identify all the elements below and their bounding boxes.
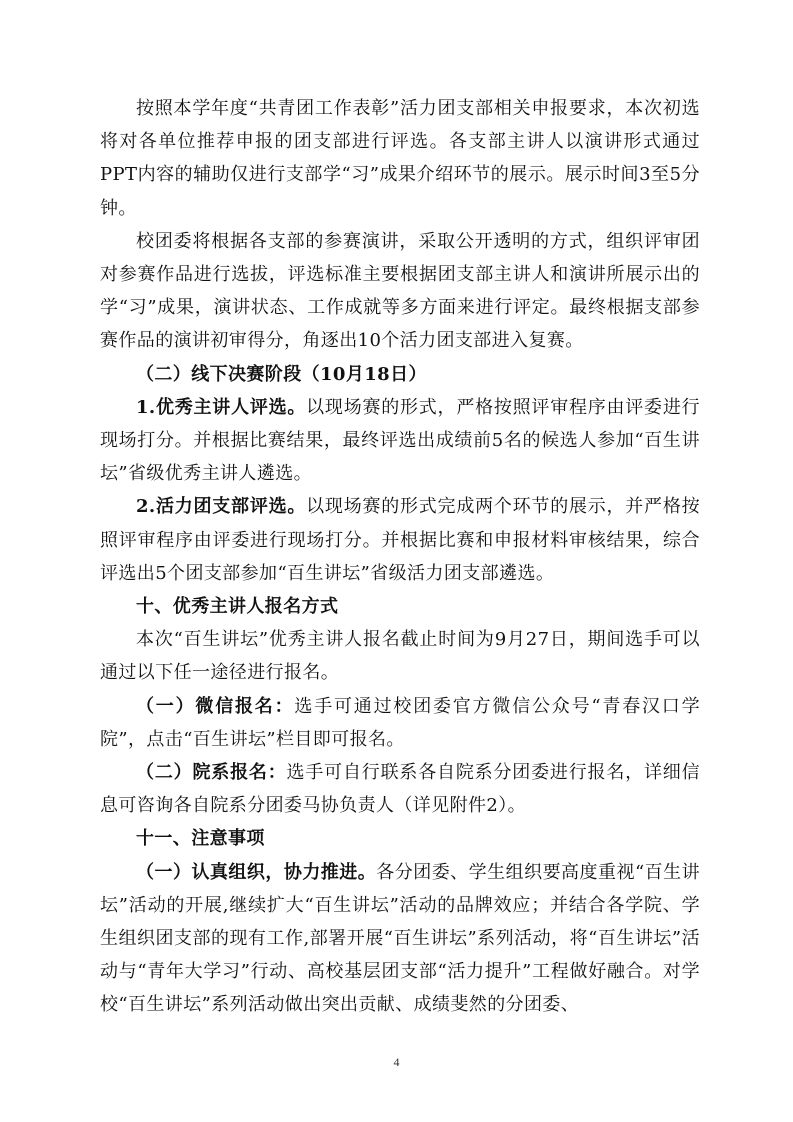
paragraph-preliminary-evaluation: 校团委将根据各支部的参赛演讲，采取公开透明的方式，组织评审团对参赛作品进行选拔，评选标准主要根据团支部主讲人和演讲所展示出的学“习”成果，演讲状态、工作成就等多方面来进行评定。最终根据支部参赛作品的演讲初审得分，角逐出10个活力团支部进入复赛。	[100, 230, 700, 352]
paragraph-lead: 2.活力团支部评选。	[136, 496, 307, 518]
paragraph-lead: （一）认真组织，协力推进。	[136, 861, 377, 883]
heading-section-ten: 十、优秀主讲人报名方式	[136, 596, 339, 618]
paragraph-body: 选手可通过校团委官方微信公众号“青春汉口学院”，点击“百生讲坛”栏目即可报名。	[100, 695, 700, 750]
paragraph-organization-notes	[100, 856, 700, 1022]
paragraph-lead: （二）院系报名：	[136, 762, 287, 784]
paragraph-lead: 1.优秀主讲人评选。	[136, 396, 307, 418]
paragraph-body: 各分团委、学生组织要高度重视“百生讲坛”活动的开展,继续扩大“百生讲坛”活动的品牌效应；并结合各学院、学生组织团支部的现有工作,部署开展“百生讲坛”系列活动，将“百生讲坛”活动与“青年大学习”行动、高校基层团支部“活力提升”工程做好融合。对学校“百生讲坛”系列活动做出突出贡献、成绩斐然的分团委、	[100, 861, 701, 1016]
paragraph-lead: （一）微信报名：	[136, 695, 295, 717]
paragraph-preliminary-requirements: 按照本学年度“共青团工作表彰”活力团支部相关申报要求，本次初选将对各单位推荐申报的团支部进行评选。各支部主讲人以演讲形式通过PPT内容的辅助仅进行支部学“习”成果介绍环节的展示。展示时间3至5分钟。	[100, 98, 700, 219]
document-body	[100, 92, 700, 1022]
page-number: 4	[393, 1055, 400, 1069]
paragraph-speaker-selection	[100, 391, 700, 491]
heading-section-eleven: 十一、注意事项	[136, 828, 265, 850]
paragraph-branch-selection	[100, 490, 700, 590]
paragraph-department-registration	[100, 756, 700, 822]
paragraph-body: 以现场赛的形式，严格按照评审程序由评委进行现场打分。并根据比赛结果，最终评选出成绩前5名的候选人参加“百生讲坛”省级优秀主讲人遴选。	[100, 396, 701, 485]
paragraph-body: 以现场赛的形式完成两个环节的展示，并严格按照评审程序由评委进行现场打分。并根据比赛和申报材料审核结果，综合评选出5个团支部参加“百生讲坛”省级活力团支部遴选。	[100, 496, 701, 584]
paragraph-registration-deadline: 本次“百生讲坛”优秀主讲人报名截止时间为9月27日，期间选手可以通过以下任一途径进行报名。	[100, 629, 700, 684]
paragraph-wechat-registration	[100, 690, 700, 756]
paragraph-body: 选手可自行联系各自院系分团委进行报名，详细信息可咨询各自院系分团委马协负责人（详见附件2）。	[100, 762, 700, 817]
heading-offline-final: （二）线下决赛阶段（10月18日）	[136, 363, 427, 385]
